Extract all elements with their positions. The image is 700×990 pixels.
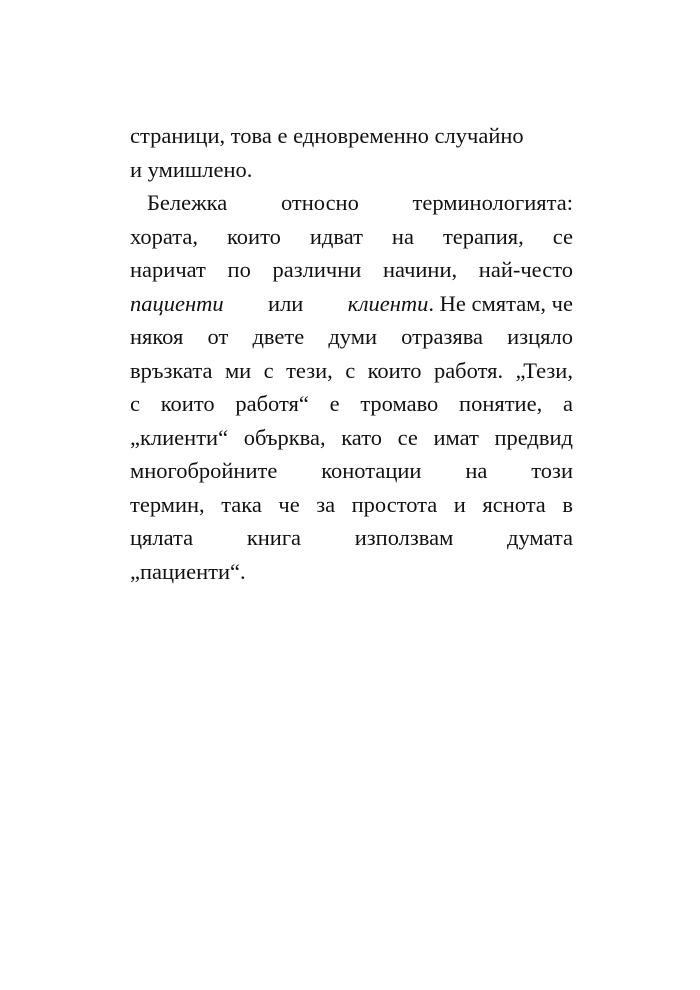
- word: понятие,: [459, 391, 543, 416]
- word: и: [453, 491, 466, 517]
- word: от: [207, 324, 229, 349]
- word: че: [278, 491, 300, 517]
- text-line: и умишлено.: [130, 156, 253, 182]
- word: начини,: [382, 257, 458, 282]
- word: двете: [252, 324, 305, 349]
- text-line: [130, 488, 573, 522]
- word: многобройните: [130, 458, 278, 483]
- word: изцяло: [507, 324, 573, 349]
- text-line: [130, 287, 573, 321]
- word: някоя: [130, 324, 184, 349]
- word: думи: [328, 324, 378, 349]
- word: работя“: [235, 391, 309, 416]
- word: книга: [246, 525, 302, 550]
- body-text: [130, 119, 573, 588]
- word: за: [316, 491, 336, 517]
- word: „Тези,: [515, 357, 573, 383]
- word: отразява: [401, 324, 484, 349]
- word: конотации: [321, 458, 422, 483]
- word: е: [329, 391, 340, 416]
- text-line: [130, 387, 573, 421]
- word: хората,: [130, 223, 199, 249]
- word: а: [562, 391, 573, 416]
- word: различни: [272, 257, 362, 282]
- word: които: [367, 357, 422, 383]
- word: по: [227, 257, 251, 282]
- text-line: [130, 253, 573, 287]
- text-line: страници, това е едновременно случайно: [130, 123, 524, 148]
- word: на: [391, 223, 414, 249]
- word: относно: [280, 190, 359, 215]
- text-line: [130, 521, 573, 555]
- word: . Не смятам, че: [428, 290, 573, 316]
- text-line: „пациенти“.: [130, 558, 246, 584]
- word: с: [130, 391, 140, 416]
- word: като: [341, 424, 382, 450]
- word: се: [397, 424, 418, 450]
- word: с: [263, 357, 274, 383]
- text-line: [130, 320, 573, 354]
- word: „клиенти“: [130, 424, 229, 450]
- word: които: [160, 391, 215, 416]
- word: ми: [224, 357, 252, 383]
- word: простота: [351, 491, 438, 517]
- text-line: [130, 220, 573, 254]
- word: се: [552, 223, 573, 249]
- word: тези,: [286, 357, 333, 383]
- word: с: [345, 357, 356, 383]
- word: работя.: [433, 357, 504, 383]
- word: този: [531, 458, 573, 483]
- word: думата: [507, 525, 573, 550]
- text-line: [130, 354, 573, 388]
- word: обърква,: [243, 424, 326, 450]
- word: цялата: [130, 525, 194, 550]
- word: [348, 287, 573, 321]
- word: така: [221, 491, 262, 517]
- word: предвид: [494, 424, 573, 450]
- word: терминологията:: [412, 190, 573, 215]
- word: имат: [433, 424, 479, 450]
- word: идват: [309, 223, 363, 249]
- italic-term: пациенти: [130, 290, 224, 316]
- word: на: [465, 458, 488, 483]
- word: използвам: [354, 525, 454, 550]
- italic-term: клиенти: [347, 290, 429, 316]
- word: наричат: [130, 257, 206, 282]
- word: яснота: [482, 491, 546, 517]
- word: термин,: [130, 491, 205, 517]
- text-line: [130, 421, 573, 455]
- word: в: [562, 491, 573, 517]
- text-line: [130, 186, 573, 220]
- word: или: [268, 290, 304, 316]
- word: връзката: [130, 357, 213, 383]
- word: терапия,: [442, 223, 524, 249]
- word: тромаво: [360, 391, 439, 416]
- word: най-често: [478, 257, 573, 282]
- word: които: [227, 223, 281, 249]
- text-line: [130, 454, 573, 488]
- word: Бележка: [147, 190, 228, 215]
